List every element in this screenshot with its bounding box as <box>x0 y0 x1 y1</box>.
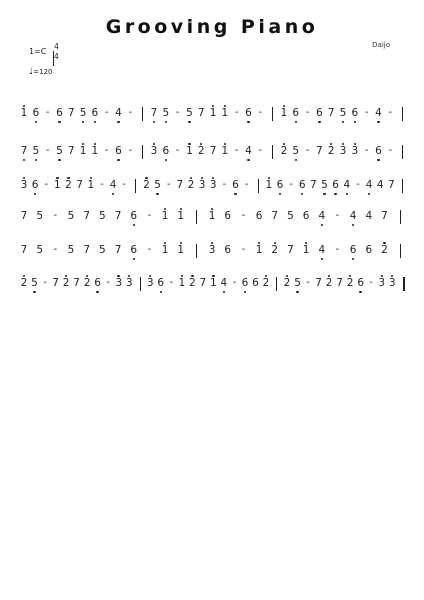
sustain-dash: - <box>305 107 310 118</box>
note: 2 <box>262 277 270 289</box>
note: 3 <box>20 179 28 191</box>
final-barline <box>403 277 405 291</box>
low-octave-dot <box>133 224 135 226</box>
sustain-dash: - <box>122 179 126 190</box>
low-octave-dot <box>35 121 37 123</box>
note: 1 <box>161 210 169 222</box>
note: 2 <box>20 277 28 289</box>
quarter-note-icon: ♩ <box>29 67 34 77</box>
low-octave-dot <box>377 121 379 123</box>
note: 1 <box>209 107 217 119</box>
note: 6 <box>313 102 325 126</box>
time-signature-top: 4 <box>54 42 59 51</box>
note: 2 <box>188 277 196 289</box>
low-octave-dot <box>334 193 336 195</box>
note: 6 <box>160 140 172 164</box>
note: 3 <box>150 145 158 157</box>
sustain-dash: - <box>166 179 171 190</box>
note: 6 <box>355 272 367 296</box>
score-line <box>20 201 404 231</box>
note: 6 <box>155 272 167 296</box>
note: 2 <box>381 244 388 256</box>
note: 7 <box>209 145 217 157</box>
note: 6 <box>255 210 263 222</box>
note: 7 <box>83 244 91 256</box>
low-octave-dot <box>352 224 354 226</box>
sustain-dash: - <box>241 244 246 255</box>
note: 3 <box>209 179 217 191</box>
low-octave-dot <box>279 193 281 195</box>
barline <box>402 145 403 159</box>
note: 1 <box>221 145 229 157</box>
note: 7 <box>336 277 343 289</box>
low-octave-dot <box>160 291 162 293</box>
sustain-dash: - <box>232 277 237 288</box>
note: 2 <box>325 277 333 289</box>
sustain-dash: - <box>335 244 340 255</box>
note: 1 <box>186 145 193 157</box>
low-octave-dot <box>82 121 84 123</box>
note: 4 <box>372 102 384 126</box>
low-octave-dot <box>321 258 323 260</box>
barline <box>140 277 141 291</box>
note: 7 <box>83 210 91 222</box>
note: 5 <box>152 174 164 198</box>
barline <box>196 244 197 258</box>
note: 3 <box>378 277 386 289</box>
sustain-dash: - <box>388 107 393 118</box>
note: 4 <box>365 210 373 222</box>
note: 5 <box>183 102 195 126</box>
note: 3 <box>388 277 396 289</box>
note: 5 <box>29 272 41 296</box>
low-octave-dot <box>359 291 361 293</box>
sustain-dash: - <box>45 145 50 156</box>
low-octave-dot <box>33 291 35 293</box>
low-octave-dot <box>153 121 155 123</box>
sustain-dash: - <box>104 107 109 118</box>
note: 2 <box>83 277 91 289</box>
note: 6 <box>296 174 308 198</box>
low-octave-dot <box>165 121 167 123</box>
low-octave-dot <box>156 193 158 195</box>
sustain-dash: - <box>305 145 310 156</box>
note: 2 <box>143 179 150 191</box>
note: 6 <box>229 174 241 198</box>
note: 2 <box>346 277 354 289</box>
score-line <box>20 170 404 200</box>
note: 7 <box>316 145 323 157</box>
sustain-dash: - <box>45 107 50 118</box>
note: 1 <box>210 277 217 289</box>
note: 1 <box>208 210 216 222</box>
low-octave-dot <box>301 193 303 195</box>
note: 1 <box>280 107 288 119</box>
note: 1 <box>178 277 186 289</box>
sustain-dash: - <box>388 145 393 156</box>
note: 5 <box>99 210 106 222</box>
note: 6 <box>372 140 384 164</box>
low-octave-dot <box>35 159 37 161</box>
sustain-dash: - <box>244 179 249 190</box>
note: 7 <box>20 244 28 256</box>
note: 6 <box>242 102 254 126</box>
sustain-dash: - <box>106 277 110 288</box>
note: 3 <box>339 145 347 157</box>
barline <box>400 244 401 258</box>
sustain-dash: - <box>100 179 104 190</box>
note: 2 <box>187 179 195 191</box>
note: 5 <box>67 244 75 256</box>
note: 2 <box>197 145 205 157</box>
note: 7 <box>176 179 184 191</box>
note: 6 <box>128 239 140 263</box>
note: 1 <box>79 145 87 157</box>
low-octave-dot <box>133 258 135 260</box>
note: 2 <box>283 277 291 289</box>
sustain-dash: - <box>43 277 47 288</box>
low-octave-dot <box>234 193 236 195</box>
barline <box>272 145 273 159</box>
note: 3 <box>351 145 359 157</box>
note: 7 <box>52 277 59 289</box>
note: 5 <box>36 210 44 222</box>
score-line <box>20 268 404 298</box>
barline <box>135 179 136 193</box>
low-octave-dot <box>117 121 119 123</box>
low-octave-dot <box>23 159 25 161</box>
barline <box>276 277 277 291</box>
sustain-dash: - <box>44 179 49 190</box>
barline <box>258 179 259 193</box>
low-octave-dot <box>321 224 323 226</box>
note: 7 <box>197 107 205 119</box>
note: 7 <box>76 179 83 191</box>
note: 5 <box>67 210 75 222</box>
low-octave-dot <box>342 121 344 123</box>
low-octave-dot <box>244 291 246 293</box>
note: 5 <box>36 244 44 256</box>
low-octave-dot <box>295 159 297 161</box>
note: 4 <box>376 179 384 191</box>
note: 1 <box>87 179 95 191</box>
note: 1 <box>161 244 169 256</box>
note: 6 <box>113 140 125 164</box>
note: 7 <box>199 277 207 289</box>
note: 6 <box>330 174 342 198</box>
low-octave-dot <box>296 291 298 293</box>
sustain-dash: - <box>175 107 180 118</box>
note: 4 <box>107 174 119 198</box>
barline <box>402 107 403 121</box>
note: 4 <box>341 174 353 198</box>
barline <box>272 107 273 121</box>
sustain-dash: - <box>241 210 246 221</box>
note: 4 <box>242 140 254 164</box>
note: 1 <box>177 244 185 256</box>
sustain-dash: - <box>147 244 152 255</box>
note: 2 <box>280 145 288 157</box>
note: 3 <box>146 277 154 289</box>
low-octave-dot <box>295 121 297 123</box>
low-octave-dot <box>368 193 370 195</box>
note: 7 <box>18 140 30 164</box>
score-line <box>20 98 404 128</box>
note: 4 <box>316 205 328 229</box>
low-octave-dot <box>94 121 96 123</box>
note: 7 <box>67 145 75 157</box>
note: 7 <box>381 210 388 222</box>
note: 6 <box>224 244 232 256</box>
sustain-dash: - <box>335 210 340 221</box>
low-octave-dot <box>223 291 225 293</box>
note: 7 <box>148 102 160 126</box>
sustain-dash: - <box>53 244 58 255</box>
low-octave-dot <box>58 159 60 161</box>
low-octave-dot <box>58 121 60 123</box>
note: 7 <box>327 107 335 119</box>
barline <box>402 179 403 193</box>
low-octave-dot <box>247 121 249 123</box>
note: 4 <box>363 174 375 198</box>
sustain-dash: - <box>258 145 263 156</box>
note: 6 <box>29 174 41 198</box>
time-signature-bottom: 4 <box>53 51 54 66</box>
note: 1 <box>91 145 99 157</box>
low-octave-dot <box>96 291 98 293</box>
low-octave-dot <box>318 121 320 123</box>
note: 1 <box>302 244 310 256</box>
note: 5 <box>287 210 294 222</box>
note: 7 <box>20 210 28 222</box>
barline <box>142 107 143 121</box>
note: 1 <box>255 244 263 256</box>
sustain-dash: - <box>147 210 152 221</box>
sustain-dash: - <box>369 277 373 288</box>
note: 6 <box>128 205 140 229</box>
note: 6 <box>347 239 359 263</box>
note: 3 <box>198 179 206 191</box>
note: 3 <box>125 277 133 289</box>
low-octave-dot <box>165 159 167 161</box>
note: 5 <box>77 102 89 126</box>
low-octave-dot <box>346 193 348 195</box>
note: 3 <box>115 277 123 289</box>
low-octave-dot <box>323 193 325 195</box>
note: 5 <box>160 102 172 126</box>
note: 5 <box>290 140 302 164</box>
sustain-dash: - <box>364 107 369 118</box>
note: 7 <box>271 210 279 222</box>
note: 6 <box>274 174 286 198</box>
note: 5 <box>53 140 65 164</box>
low-octave-dot <box>352 258 354 260</box>
note: 6 <box>92 272 104 296</box>
note: 6 <box>252 277 259 289</box>
note: 7 <box>114 244 122 256</box>
note: 5 <box>292 272 304 296</box>
note: 4 <box>113 102 125 126</box>
low-octave-dot <box>34 193 36 195</box>
sustain-dash: - <box>289 179 293 190</box>
sustain-dash: - <box>175 145 180 156</box>
sustain-dash: - <box>128 107 133 118</box>
low-octave-dot <box>354 121 356 123</box>
barline <box>400 210 401 224</box>
sustain-dash: - <box>53 210 58 221</box>
note: 7 <box>73 277 80 289</box>
low-octave-dot <box>377 159 379 161</box>
tempo-value: =120 <box>33 68 53 76</box>
note: 7 <box>315 277 322 289</box>
low-octave-dot <box>188 121 190 123</box>
note: 5 <box>337 102 349 126</box>
barline <box>142 145 143 159</box>
note: 6 <box>53 102 65 126</box>
note: 4 <box>316 239 328 263</box>
note: 5 <box>99 244 106 256</box>
sustain-dash: - <box>356 179 360 190</box>
score-line <box>20 136 404 166</box>
note: 6 <box>224 210 232 222</box>
note: 7 <box>287 244 294 256</box>
low-octave-dot <box>112 193 114 195</box>
note: 1 <box>221 107 229 119</box>
note: 6 <box>239 272 251 296</box>
note: 6 <box>365 244 373 256</box>
note: 7 <box>67 107 75 119</box>
sustain-dash: - <box>169 277 174 288</box>
note: 2 <box>271 244 279 256</box>
note: 7 <box>114 210 122 222</box>
note: 6 <box>290 102 302 126</box>
sustain-dash: - <box>234 145 239 156</box>
note: 2 <box>327 145 335 157</box>
note: 4 <box>347 205 359 229</box>
note: 2 <box>62 277 70 289</box>
note: 2 <box>65 179 72 191</box>
note: 7 <box>310 179 317 191</box>
note: 3 <box>208 244 216 256</box>
note: 6 <box>89 102 101 126</box>
sustain-dash: - <box>234 107 239 118</box>
note: 4 <box>218 272 230 296</box>
low-octave-dot <box>247 159 249 161</box>
sustain-dash: - <box>306 277 310 288</box>
sustain-dash: - <box>364 145 369 156</box>
note: 1 <box>54 179 61 191</box>
note: 6 <box>30 102 42 126</box>
note: 1 <box>20 107 28 119</box>
barline <box>196 210 197 224</box>
note: 5 <box>319 174 331 198</box>
note: 7 <box>387 179 395 191</box>
sustain-dash: - <box>128 145 133 156</box>
key-signature: 1=C <box>29 47 47 56</box>
sustain-dash: - <box>258 107 263 118</box>
sustain-dash: - <box>104 145 109 156</box>
note: 1 <box>265 179 273 191</box>
low-octave-dot <box>117 159 119 161</box>
note: 6 <box>302 210 310 222</box>
note: 6 <box>349 102 361 126</box>
sustain-dash: - <box>222 179 227 190</box>
note: 1 <box>177 210 185 222</box>
page-title: Grooving Piano <box>105 16 319 38</box>
note: 5 <box>30 140 42 164</box>
composer-name: Daijo <box>372 41 390 49</box>
score-line <box>20 235 404 265</box>
